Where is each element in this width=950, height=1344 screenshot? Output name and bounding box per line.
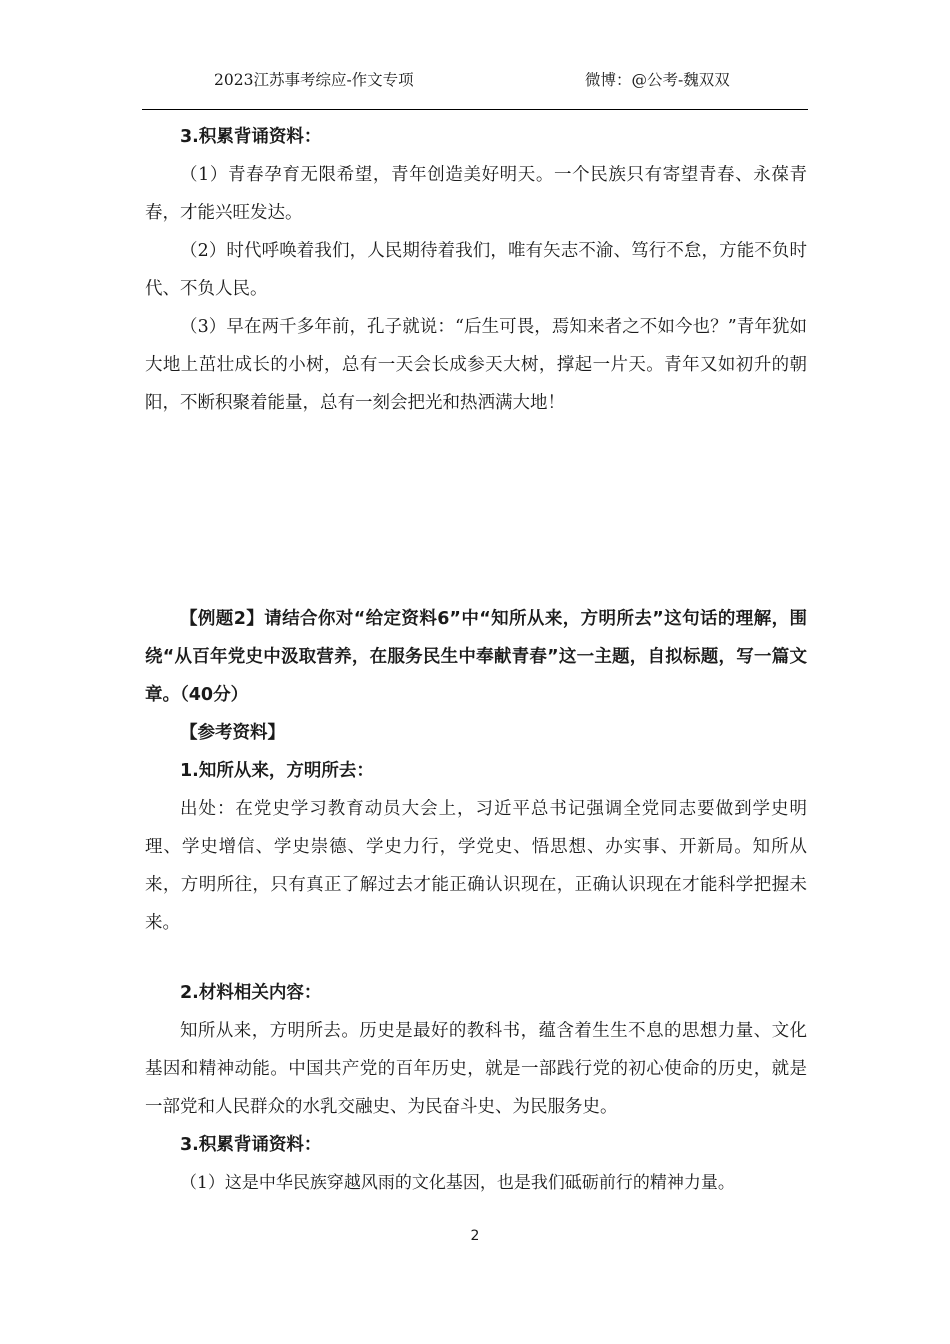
sub1-heading: 1.知所从来，方明所去： bbox=[180, 761, 374, 781]
example-2-cont bbox=[145, 974, 807, 1202]
section-a bbox=[145, 118, 807, 422]
section-a-heading: 3.积累背诵资料： bbox=[180, 127, 322, 147]
section-a-item-2: （2）时代呼唤着我们，人民期待着我们，唯有矢志不渝、笃行不怠，方能不负时代、不负人民。 bbox=[145, 241, 807, 299]
example-2 bbox=[145, 600, 807, 942]
sub1-body: 出处：在党史学习教育动员大会上，习近平总书记强调全党同志要做到学史明理、学史增信、学史崇德、学史力行，学党史、悟思想、办实事、开新局。知所从来，方明所往，只有真正了解过去才能正确认识现在，正确认识现在才能科学把握未来。 bbox=[145, 799, 807, 933]
section-a-item-1: （1）青春孕育无限希望，青年创造美好明天。一个民族只有寄望青春、永葆青春，才能兴旺发达。 bbox=[145, 165, 807, 223]
sub3-heading: 3.积累背诵资料： bbox=[180, 1135, 322, 1155]
header-weibo: 微博：@公考-魏双双 bbox=[585, 71, 730, 89]
example-2-prompt: 【例题2】请结合你对“给定资料6”中“知所从来，方明所去”这句话的理解，围绕“从百年党史中汲取营养，在服务民生中奉献青春”这一主题，自拟标题，写一篇文章。（40分） bbox=[145, 609, 807, 705]
header-title: 2023江苏事考综应-作文专项 bbox=[214, 71, 414, 89]
header-divider bbox=[142, 109, 808, 110]
page-number: 2 bbox=[470, 1228, 480, 1244]
sub2-body: 知所从来，方明所去。历史是最好的教科书，蕴含着生生不息的思想力量、文化基因和精神动能。中国共产党的百年历史，就是一部践行党的初心使命的历史，就是一部党和人民群众的水乳交融史、为民奋斗史、为民服务史。 bbox=[145, 1021, 807, 1117]
section-a-item-3: （3）早在两千多年前，孔子就说：“后生可畏，焉知来者之不如今也？”青年犹如大地上茁壮成长的小树，总有一天会长成参天大树，撑起一片天。青年又如初升的朝阳，不断积聚着能量，总有一刻会把光和热洒满大地！ bbox=[145, 317, 807, 413]
reference-heading: 【参考资料】 bbox=[180, 723, 285, 743]
sub3-item-1: （1）这是中华民族穿越风雨的文化基因，也是我们砥砺前行的精神力量。 bbox=[180, 1173, 735, 1193]
sub2-heading: 2.材料相关内容： bbox=[180, 983, 322, 1003]
